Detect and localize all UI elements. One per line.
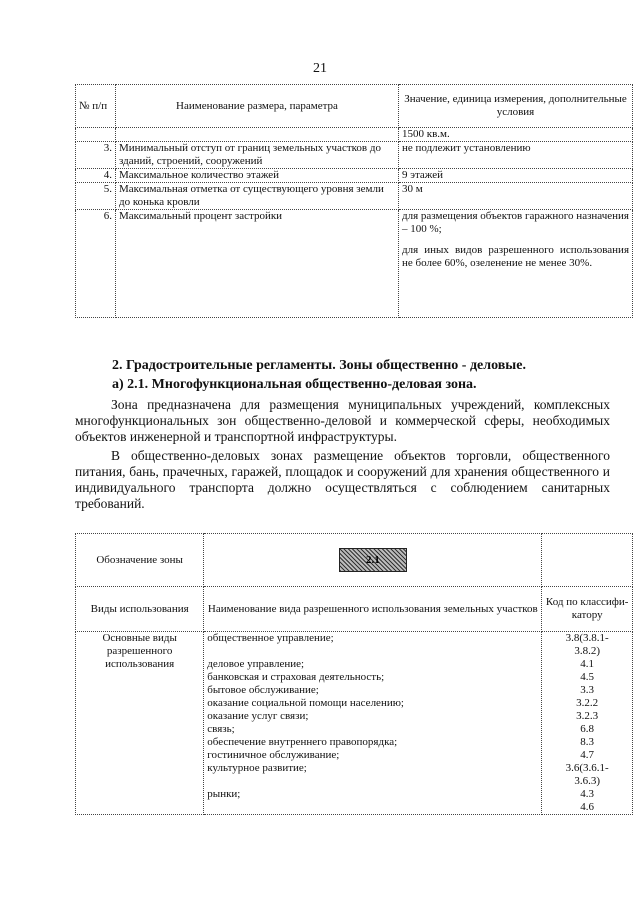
use-code: 3.6.3) bbox=[574, 775, 601, 787]
cell-name: Максимальное количество этажей bbox=[116, 169, 399, 183]
cell-num: 4. bbox=[76, 169, 116, 183]
use-code: 3.8.2) bbox=[574, 645, 601, 657]
use-code: 4.6 bbox=[580, 801, 595, 813]
cell-value: 1500 кв.м. bbox=[399, 128, 633, 142]
value-garage: для размещения объектов гаражного назначения – 100 %; bbox=[402, 210, 629, 235]
use-code: 4.7 bbox=[580, 749, 595, 761]
use-name bbox=[207, 801, 538, 814]
table-row bbox=[76, 210, 633, 318]
use-name: оказание социальной помощи населению; bbox=[207, 697, 404, 709]
table-header-row bbox=[76, 587, 633, 632]
paragraph: Зона предназначена для размещения муниципальных учреждений, комплексных многофункциональных зон общественно-деловой и коммерческой сферы, необходимых объектов инженерной и транспортной инфраструктуры. bbox=[75, 397, 610, 444]
section-heading: 2. Градостроительные регламенты. Зоны общественно - деловые. bbox=[112, 358, 526, 373]
use-codes-cell bbox=[542, 632, 633, 815]
cell-num: 3. bbox=[76, 142, 116, 169]
use-code: 3.2.3 bbox=[576, 710, 599, 722]
use-name: общественное управление; bbox=[207, 632, 334, 644]
use-name: обеспечение внутреннего правопорядка; bbox=[207, 736, 398, 748]
use-name: деловое управление; bbox=[207, 658, 305, 670]
use-code: 3.8(3.8.1- bbox=[565, 632, 609, 644]
parameters-table bbox=[75, 84, 633, 318]
zone-label: Обозначение зоны bbox=[76, 534, 204, 587]
use-code: 4.3 bbox=[580, 788, 595, 800]
header-value: Значение, единица измерения, дополнительные условия bbox=[399, 85, 633, 128]
table-row bbox=[76, 128, 633, 142]
cell-name: Минимальный отступ от границ земельных участков до зданий, строений, сооружений bbox=[116, 142, 399, 169]
table-row bbox=[76, 142, 633, 169]
cell-value: 9 этажей bbox=[399, 169, 633, 183]
paragraph: В общественно-деловых зонах размещение объектов торговли, общественного питания, бань, прачечных, гаражей, площадок и сооружений для хранения общественного и индивидуального транспорта должно осуществляться с соблюдением санитарных требований. bbox=[75, 448, 610, 511]
cell-value bbox=[399, 210, 633, 318]
cell-name: Максимальная отметка от существующего уровня земли до конька кровли bbox=[116, 183, 399, 210]
header-code: Код по классифи-катору bbox=[542, 587, 633, 632]
cell-value: 30 м bbox=[399, 183, 633, 210]
use-code: 3.6(3.6.1- bbox=[565, 762, 609, 774]
group-label: Основные виды разрешенного использования bbox=[76, 632, 204, 815]
value-other: для иных видов разрешенного использования не более 60%, озеленение не менее 30%. bbox=[402, 244, 629, 269]
cell-num: 5. bbox=[76, 183, 116, 210]
use-name: связь; bbox=[207, 723, 235, 735]
land-use-table bbox=[75, 533, 633, 815]
use-name: оказание услуг связи; bbox=[207, 710, 309, 722]
section-subheading: а) 2.1. Многофункциональная общественно-деловая зона. bbox=[112, 377, 477, 392]
use-name: бытовое обслуживание; bbox=[207, 684, 319, 696]
use-name: банковская и страховая деятельность; bbox=[207, 671, 385, 683]
use-code: 4.5 bbox=[580, 671, 595, 683]
table-row bbox=[76, 169, 633, 183]
header-use-types: Виды использования bbox=[76, 587, 204, 632]
use-code: 3.2.2 bbox=[576, 697, 599, 709]
use-name: гостиничное обслуживание; bbox=[207, 749, 340, 761]
page-number: 21 bbox=[313, 61, 327, 76]
use-code: 6.8 bbox=[580, 723, 595, 735]
use-name bbox=[207, 645, 538, 658]
header-num: № п/п bbox=[76, 85, 116, 128]
table-header-row bbox=[76, 85, 633, 128]
table-row bbox=[76, 632, 633, 815]
use-code: 4.1 bbox=[580, 658, 595, 670]
zone-row bbox=[76, 534, 633, 587]
header-use-name: Наименование вида разрешенного использования земельных участков bbox=[204, 587, 542, 632]
use-name: рынки; bbox=[207, 788, 241, 800]
use-code: 8.3 bbox=[580, 736, 595, 748]
use-name bbox=[207, 775, 538, 788]
zone-code-badge: 2.1 bbox=[339, 548, 407, 572]
use-code: 3.3 bbox=[580, 684, 595, 696]
cell-value: не подлежит установлению bbox=[399, 142, 633, 169]
table-row bbox=[76, 183, 633, 210]
use-name: культурное развитие; bbox=[207, 762, 307, 774]
header-name: Наименование размера, параметра bbox=[116, 85, 399, 128]
cell-name: Максимальный процент застройки bbox=[116, 210, 399, 318]
use-names-cell bbox=[204, 632, 542, 815]
cell-num: 6. bbox=[76, 210, 116, 318]
